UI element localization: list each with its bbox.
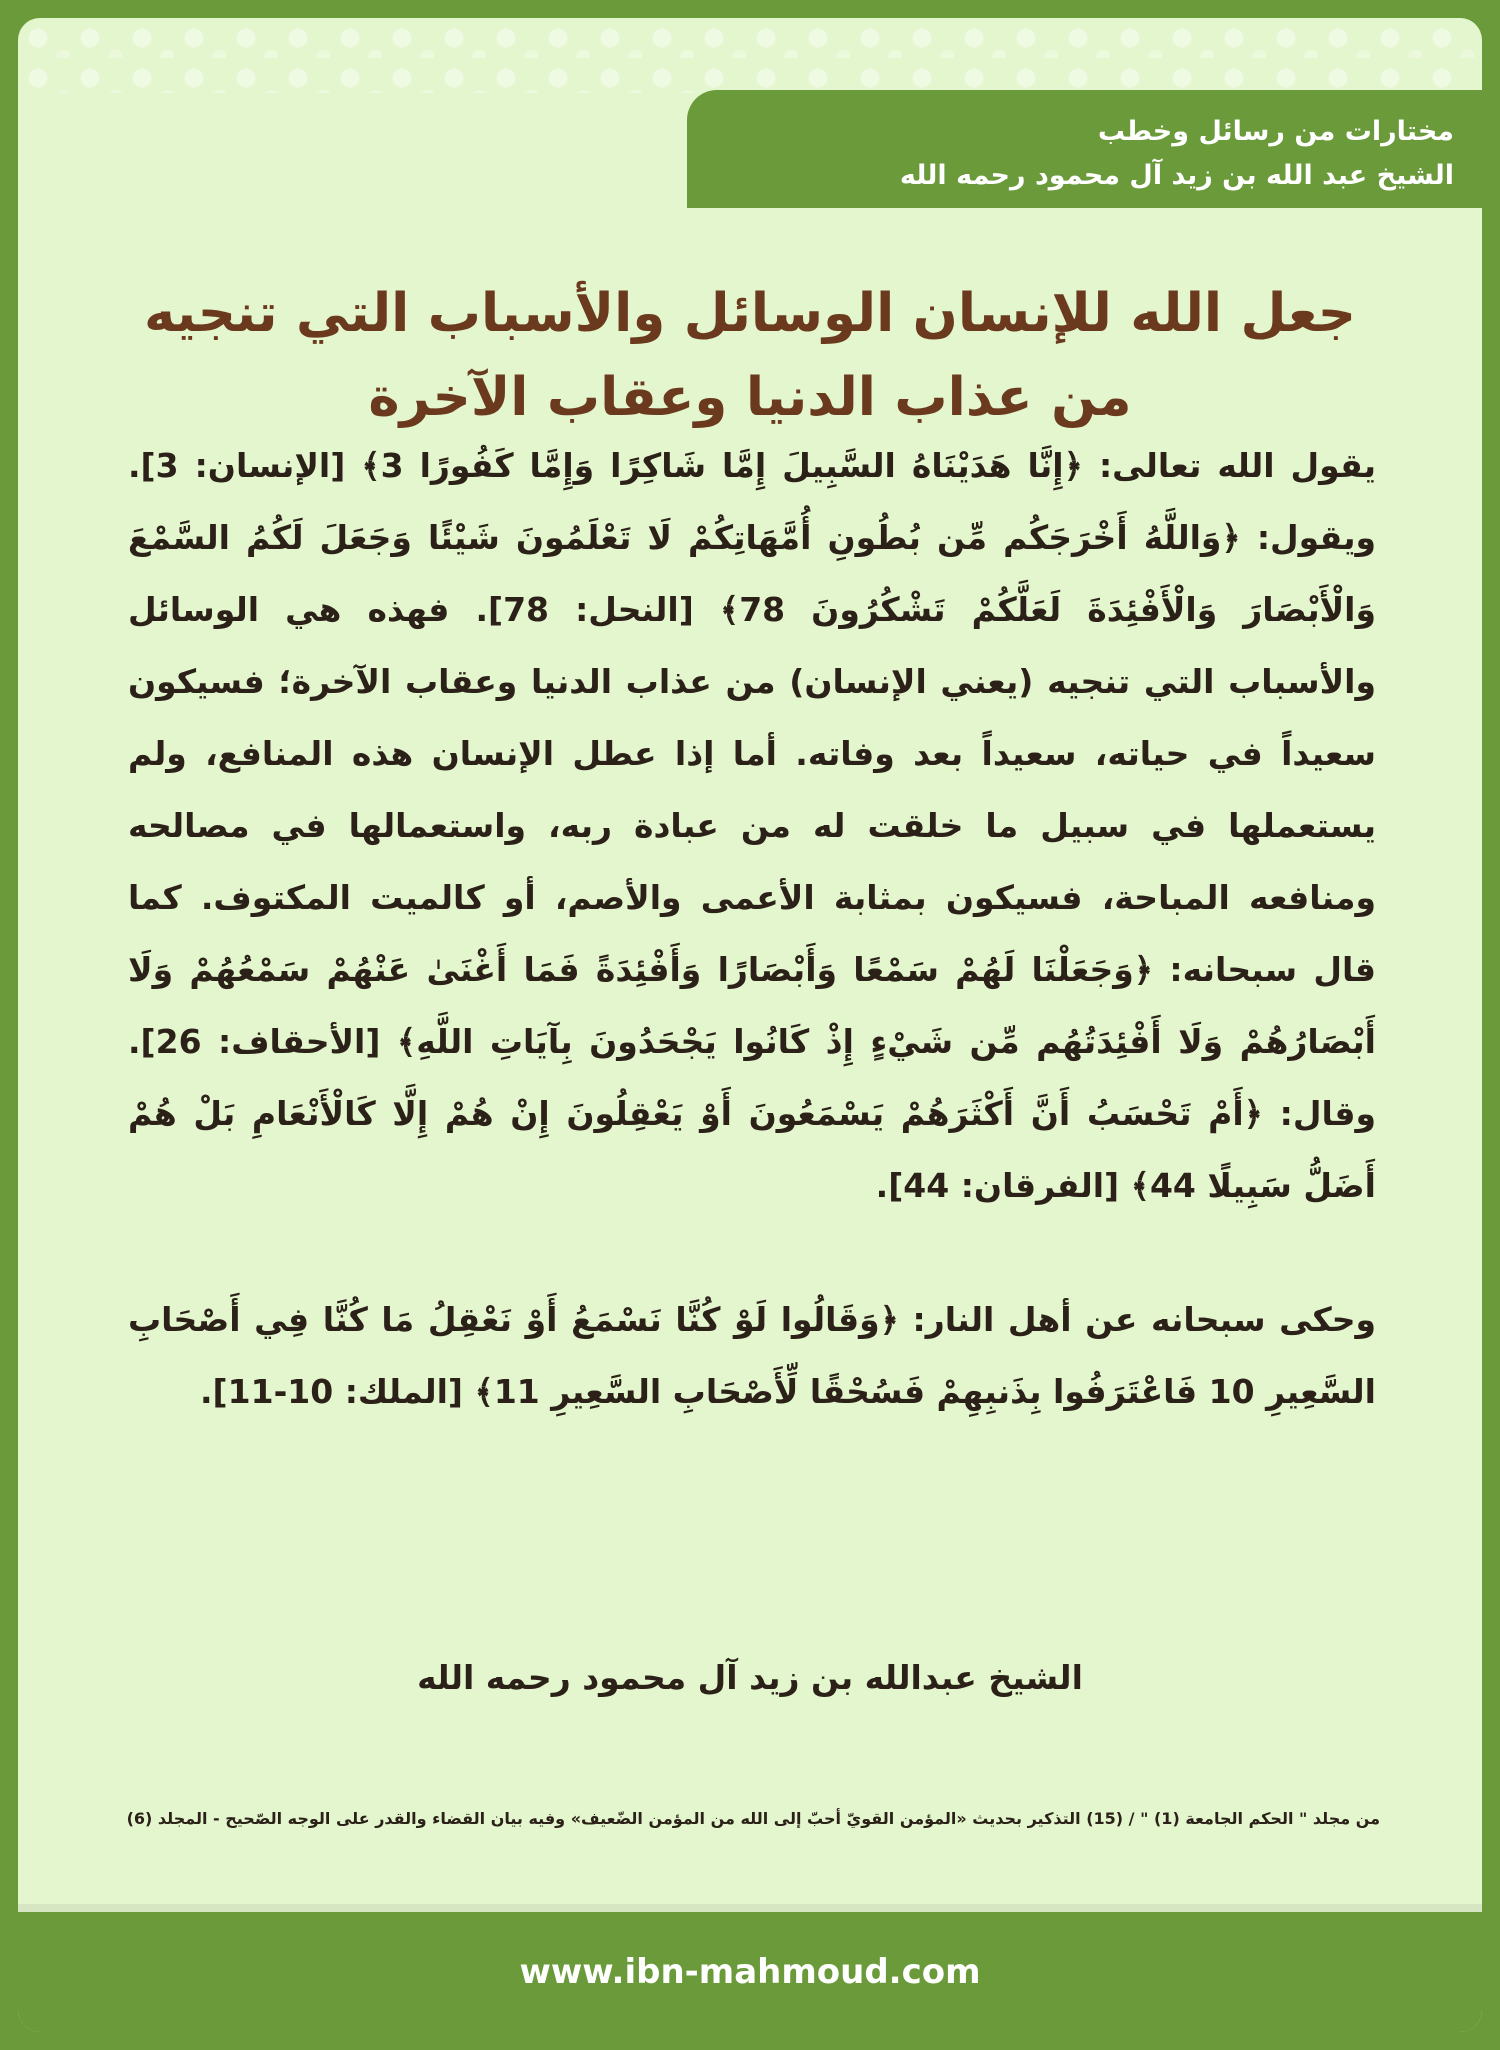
page-title [78,272,1422,440]
footer-bar [18,1904,1482,2032]
series-banner [687,90,1482,208]
title-line-2: من عذاب الدنيا وعقاب الآخرة [368,366,1132,428]
decorative-pattern [18,18,1482,93]
author-signature: الشيخ عبدالله بن زيد آل محمود رحمه الله [417,1658,1083,1697]
page-frame [18,18,1482,2032]
article-body [128,430,1376,1428]
website-link[interactable]: www.ibn-mahmoud.com [519,1952,981,1992]
series-line-1: مختارات من رسائل وخطب [1097,116,1454,147]
paragraph-1: يقول الله تعالى: ﴿إِنَّا هَدَيْنَاهُ السَّبِيلَ إِمَّا شَاكِرًا وَإِمَّا كَفُورًا 3﴾ [الإنسان: 3]. ويقول: ﴿وَاللَّهُ أَخْرَجَكُم مِّن بُطُونِ أُمَّهَاتِكُمْ لَا تَعْلَمُونَ شَيْئًا وَجَعَلَ لَكُمُ السَّمْعَ وَالْأَبْصَارَ وَالْأَفْئِدَةَ لَعَلَّكُمْ تَشْكُرُونَ 78﴾ [النحل: 78]. فهذه هي الوسائل والأسباب التي تنجيه (يعني الإنسان) من عذاب الدنيا وعقاب الآخرة؛ فسيكون سعيداً في حياته، سعيداً بعد وفاته. أما إذا عطل الإنسان هذه المنافع، ولم يستعملها في سبيل ما خلقت له من عبادة ربه، واستعمالها في مصالحه ومنافعه المباحة، فسيكون بمثابة الأعمى والأصم، أو كالميت المكتوف. كما قال سبحانه: ﴿وَجَعَلْنَا لَهُمْ سَمْعًا وَأَبْصَارًا وَأَفْئِدَةً فَمَا أَغْنَىٰ عَنْهُمْ سَمْعُهُمْ وَلَا أَبْصَارُهُمْ وَلَا أَفْئِدَتُهُم مِّن شَيْءٍ إِذْ كَانُوا يَجْحَدُونَ بِآيَاتِ اللَّهِ﴾ [الأحقاف: 26]. وقال: ﴿أَمْ تَحْسَبُ أَنَّ أَكْثَرَهُمْ يَسْمَعُونَ أَوْ يَعْقِلُونَ إِنْ هُمْ إِلَّا كَالْأَنْعَامِ بَلْ هُمْ أَضَلُّ سَبِيلًا 44﴾ [الفرقان: 44]. [128,446,1377,1205]
paragraph-2: وحكى سبحانه عن أهل النار: ﴿وَقَالُوا لَوْ كُنَّا نَسْمَعُ أَوْ نَعْقِلُ مَا كُنَّا فِي أَصْحَابِ السَّعِيرِ 10 فَاعْتَرَفُوا بِذَنبِهِمْ فَسُحْقًا لِّأَصْحَابِ السَّعِيرِ 11﴾ [الملك: 10-11]. [128,1300,1376,1411]
source-note: من مجلد " الحكم الجامعة (1) " / (15) التذكير بحديث «المؤمن القويّ أحبّ إلى الله من المؤمن الضّعيف» وفيه بيان القضاء والقدر على الوجه الصّحيح - المجلد (6) [126,1809,1380,1828]
series-line-2: الشيخ عبد الله بن زيد آل محمود رحمه الله [899,160,1454,191]
title-line-1: جعل الله للإنسان الوسائل والأسباب التي تنجيه [144,282,1356,344]
